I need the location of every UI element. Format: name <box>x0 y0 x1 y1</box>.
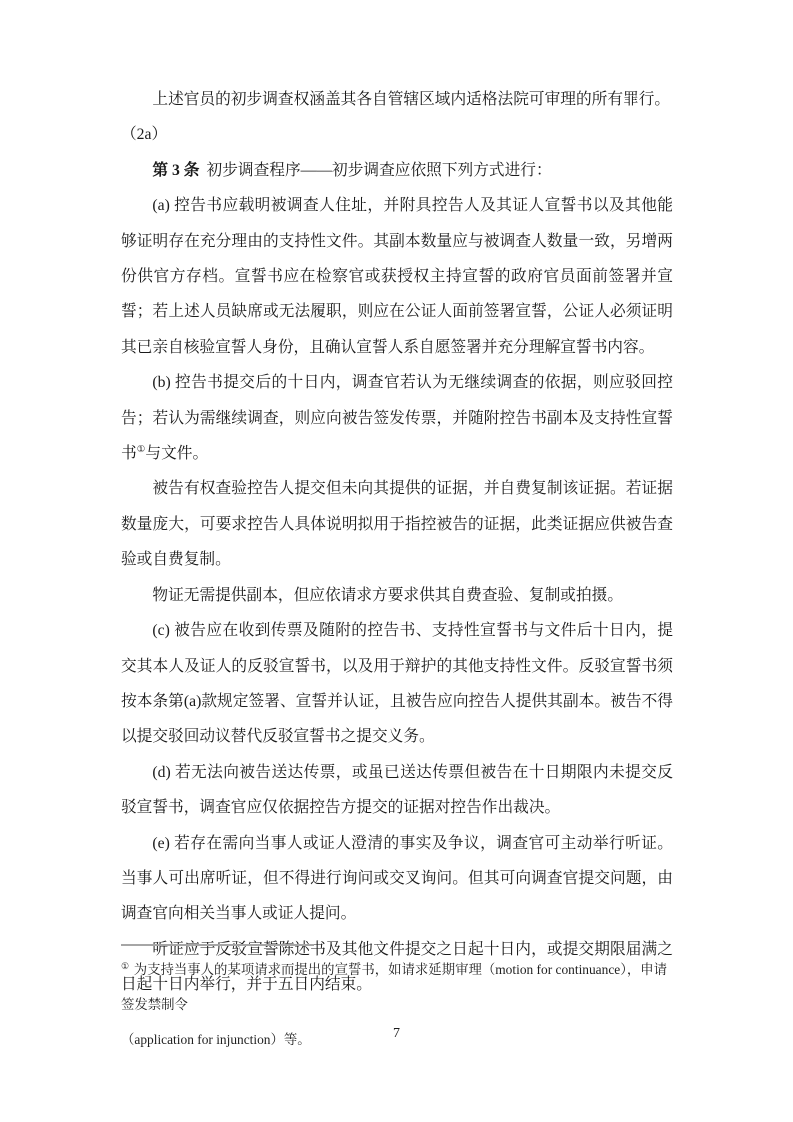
paragraph-evidence-inspection <box>121 471 673 577</box>
paragraph-hearing-deadline-text: 听证应于反驳宣誓陈述书及其他文件提交之日起十日内，或提交期限届满之日起十日内举行，并于五日内结束。 <box>121 940 673 994</box>
page-number: 7 <box>393 1026 400 1041</box>
footnote-divider <box>121 944 314 946</box>
footnote-line1: 为支持当事人的某项请求而提出的宣誓书，如请求延期审理（motion for continuance），申请签发禁制令 <box>121 962 668 1012</box>
footnote-line2: （application for injunction）等。 <box>121 1032 311 1047</box>
paragraph-intro <box>121 82 673 117</box>
intro-line2: （2a） <box>121 126 168 144</box>
paragraph-a-text: (a) 控告书应载明被调查人住址，并附具控告人及其证人宣誓书以及其他能够证明存在充分理由的支持性文件。其副本数量应与被调查人数量一致，另增两份供官方存档。宣誓书应在检察官或获授权主持宣誓的政府官员面前签署并宣誓；若上述人员缺席或无法履职，则应在公证人面前签署宣誓，公证人必须证明其已亲自核验宣誓人身份，且确认宣誓人系自愿签署并充分理解宣誓书内容。 <box>121 197 673 356</box>
document-body <box>121 82 673 1003</box>
paragraph-a <box>121 188 673 365</box>
intro-line1: 上述官员的初步调查权涵盖其各自管辖区域内适格法院可审理的所有罪行。 <box>152 91 671 108</box>
article-heading <box>121 153 673 188</box>
paragraph-e <box>121 826 673 932</box>
paragraph-c <box>121 613 673 755</box>
footnote-reference-mark: ① <box>136 443 146 455</box>
footnote-marker: ① <box>121 960 130 971</box>
paragraph-e-text: (e) 若存在需向当事人或证人澄清的事实及争议，调查官可主动举行听证。当事人可出席听证，但不得进行询问或交叉询问。但其可向调查官提交问题，由调查官向相关当事人或证人提问。 <box>121 834 673 923</box>
paragraph-d-text: (d) 若无法向被告送达传票，或虽已送达传票但被告在十日期限内未提交反驳宣誓书，调查官应仅依据控告方提交的证据对控告作出裁决。 <box>121 763 673 817</box>
paragraph-intro-continuation <box>121 117 673 152</box>
paragraph-b <box>121 365 673 471</box>
article-heading-text: 初步调查程序——初步调查应依照下列方式进行： <box>206 161 552 179</box>
paragraph-b-text-before: (b) 控告书提交后的十日内，调查官若认为无继续调查的依据，则应驳回控告；若认为需继续调查，则应向被告签发传票，并随附控告书副本及支持性宣誓书 <box>121 374 673 463</box>
article-number-label: 第 3 条 <box>152 161 200 179</box>
paragraph-evidence-inspection-text: 被告有权查验控告人提交但未向其提供的证据，并自费复制该证据。若证据数量庞大，可要求控告人具体说明拟用于指控被告的证据，此类证据应供被告查验或自费复制。 <box>121 480 673 569</box>
paragraph-d <box>121 755 673 826</box>
paragraph-c-text: (c) 被告应在收到传票及随附的控告书、支持性宣誓书与文件后十日内，提交其本人及证人的反驳宣誓书，以及用于辩护的其他支持性文件。反驳宣誓书须按本条第(a)款规定签署、宣誓并认证，且被告应向控告人提供其副本。被告不得以提交驳回动议替代反驳宣誓书之提交义务。 <box>121 622 673 746</box>
paragraph-physical-evidence <box>121 578 673 613</box>
paragraph-b-text-after: 与文件。 <box>145 445 209 463</box>
paragraph-physical-evidence-text: 物证无需提供副本，但应依请求方要求供其自费查验、复制或拍摄。 <box>152 586 624 604</box>
